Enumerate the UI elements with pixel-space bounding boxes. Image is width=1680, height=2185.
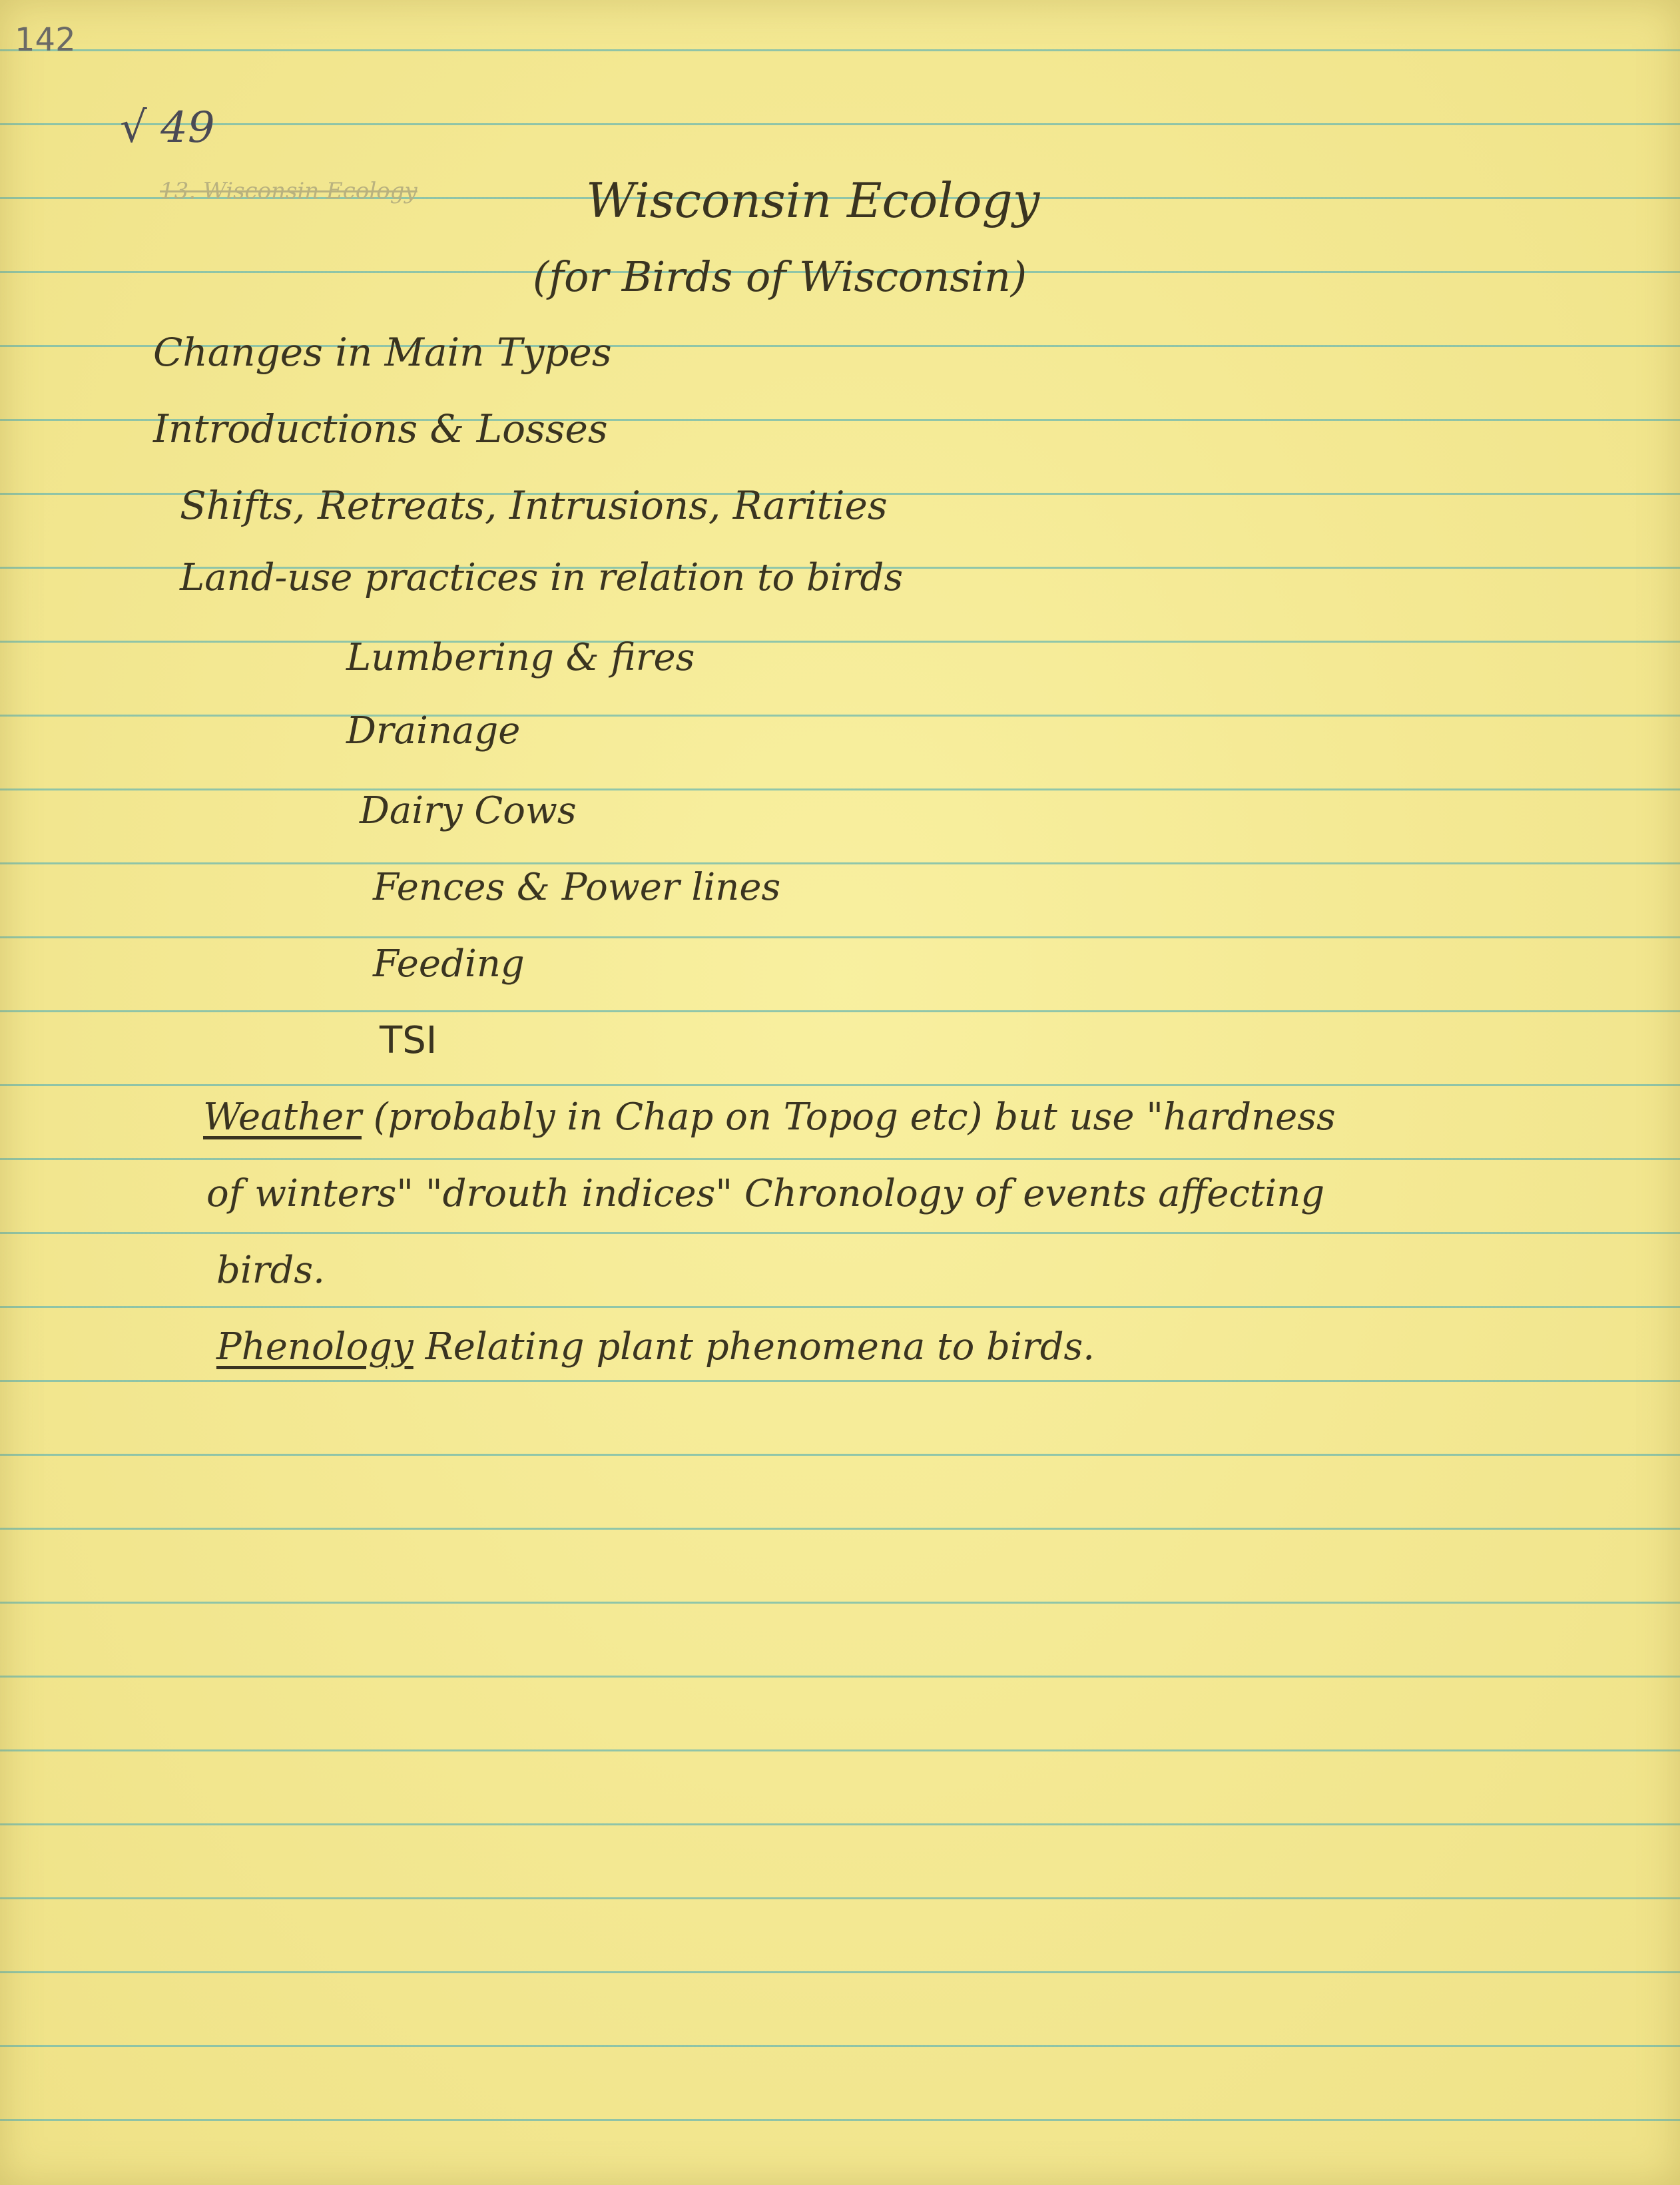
- outline-subline: Fences & Power lines: [373, 866, 781, 909]
- page-title: Wisconsin Ecology: [586, 172, 1040, 228]
- outline-line: Shifts, Retreats, Intrusions, Rarities: [180, 483, 888, 528]
- weather-line: [203, 1095, 1336, 1139]
- weather-line-continued: of winters" "drouth indices" Chronology of events affecting: [206, 1172, 1325, 1215]
- outline-subline: TSI: [380, 1019, 437, 1062]
- outline-subline: Drainage: [346, 709, 521, 753]
- outline-subline: Dairy Cows: [360, 789, 577, 832]
- outline-subline: Feeding: [373, 942, 525, 986]
- weather-heading: Weather: [203, 1095, 362, 1139]
- page-number: 142: [15, 21, 76, 59]
- struck-out-heading: 13. Wisconsin Ecology: [160, 178, 418, 204]
- phenology-heading: Phenology: [216, 1325, 414, 1369]
- page-subtitle: (for Birds of Wisconsin): [533, 252, 1027, 301]
- outline-line: Land-use practices in relation to birds: [180, 556, 904, 599]
- outline-line: Changes in Main Types: [153, 330, 612, 375]
- weather-text: (probably in Chap on Topog etc) but use "hardness: [362, 1095, 1336, 1139]
- weather-line-end: birds.: [216, 1249, 325, 1292]
- outline-line: Introductions & Losses: [153, 406, 608, 452]
- phenology-text: Relating plant phenomena to birds.: [413, 1325, 1095, 1369]
- outline-subline: Lumbering & fires: [346, 636, 695, 679]
- phenology-line: [216, 1325, 1095, 1369]
- reference-mark: √ 49: [120, 103, 215, 153]
